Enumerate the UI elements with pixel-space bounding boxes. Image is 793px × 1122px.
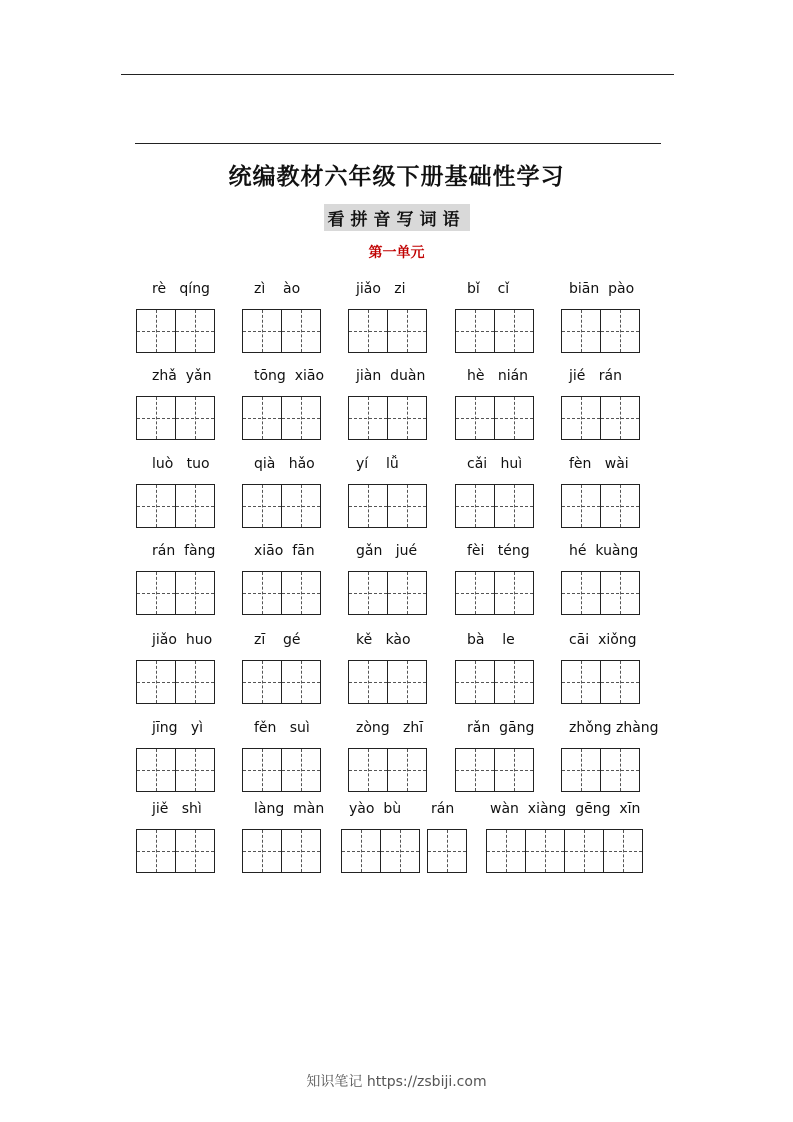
writing-grid[interactable]	[136, 396, 215, 440]
tianzige-cell[interactable]	[494, 660, 534, 704]
writing-grid[interactable]	[136, 748, 215, 792]
tianzige-cell[interactable]	[136, 829, 176, 873]
tianzige-cell[interactable]	[175, 748, 215, 792]
pinyin-prompt: xiāo fān	[254, 543, 315, 559]
writing-grid[interactable]	[348, 571, 427, 615]
writing-grid[interactable]	[242, 571, 321, 615]
tianzige-cell[interactable]	[455, 484, 495, 528]
pinyin-prompt: zhǎ yǎn	[152, 368, 212, 384]
writing-grid[interactable]	[242, 829, 321, 873]
tianzige-cell[interactable]	[136, 748, 176, 792]
tianzige-cell[interactable]	[380, 829, 420, 873]
tianzige-cell[interactable]	[564, 829, 604, 873]
pinyin-prompt: hè nián	[467, 368, 529, 384]
footer-watermark: 知识笔记 https://zsbiji.com	[306, 1074, 487, 1090]
writing-grid[interactable]	[242, 660, 321, 704]
tianzige-cell[interactable]	[486, 829, 526, 873]
pinyin-prompt: làng màn	[254, 801, 325, 817]
tianzige-cell[interactable]	[561, 396, 601, 440]
pinyin-prompt: rán fàng	[152, 543, 216, 559]
tianzige-cell[interactable]	[494, 484, 534, 528]
tianzige-cell[interactable]	[242, 829, 282, 873]
pinyin-prompt: fěn suì	[254, 720, 310, 736]
writing-grid[interactable]	[455, 748, 534, 792]
tianzige-cell[interactable]	[175, 660, 215, 704]
pinyin-prompt: jīng yì	[152, 720, 204, 736]
tianzige-cell[interactable]	[242, 571, 282, 615]
tianzige-cell[interactable]	[455, 396, 495, 440]
writing-grid[interactable]	[455, 484, 534, 528]
tianzige-cell[interactable]	[175, 571, 215, 615]
writing-grid[interactable]	[455, 660, 534, 704]
tianzige-cell[interactable]	[387, 571, 427, 615]
pinyin-prompt: yào bù	[349, 801, 402, 817]
tianzige-cell[interactable]	[281, 571, 321, 615]
writing-grid[interactable]	[561, 571, 640, 615]
writing-grid[interactable]	[427, 829, 467, 873]
tianzige-cell[interactable]	[281, 484, 321, 528]
pinyin-prompt: zhǒng zhàng	[569, 720, 659, 736]
tianzige-cell[interactable]	[348, 484, 388, 528]
tianzige-cell[interactable]	[387, 309, 427, 353]
pinyin-prompt: rǎn gāng	[467, 720, 535, 736]
tianzige-cell[interactable]	[242, 748, 282, 792]
writing-grid[interactable]	[136, 660, 215, 704]
tianzige-cell[interactable]	[281, 748, 321, 792]
tianzige-cell[interactable]	[600, 309, 640, 353]
writing-grid[interactable]	[136, 484, 215, 528]
tianzige-cell[interactable]	[603, 829, 643, 873]
writing-grid[interactable]	[136, 309, 215, 353]
writing-grid[interactable]	[242, 484, 321, 528]
pinyin-prompt: wàn xiàng gēng xīn	[490, 801, 641, 817]
writing-grid[interactable]	[242, 396, 321, 440]
subtitle-wrapper	[0, 204, 793, 231]
tianzige-cell[interactable]	[281, 660, 321, 704]
tianzige-cell[interactable]	[455, 748, 495, 792]
writing-grid[interactable]	[561, 396, 640, 440]
writing-grid[interactable]	[561, 660, 640, 704]
pinyin-prompt: cāi xiǒng	[569, 632, 637, 648]
writing-grid[interactable]	[341, 829, 420, 873]
tianzige-cell[interactable]	[242, 484, 282, 528]
tianzige-cell[interactable]	[281, 396, 321, 440]
tianzige-cell[interactable]	[494, 309, 534, 353]
tianzige-cell[interactable]	[281, 829, 321, 873]
pinyin-prompt: zī gé	[254, 632, 301, 648]
tianzige-cell[interactable]	[387, 748, 427, 792]
tianzige-cell[interactable]	[136, 309, 176, 353]
writing-grid[interactable]	[455, 396, 534, 440]
tianzige-cell[interactable]	[600, 484, 640, 528]
tianzige-cell[interactable]	[341, 829, 381, 873]
tianzige-cell[interactable]	[561, 484, 601, 528]
tianzige-cell[interactable]	[242, 660, 282, 704]
tianzige-cell[interactable]	[175, 396, 215, 440]
writing-grid[interactable]	[348, 748, 427, 792]
tianzige-cell[interactable]	[348, 660, 388, 704]
tianzige-cell[interactable]	[561, 309, 601, 353]
tianzige-cell[interactable]	[175, 309, 215, 353]
tianzige-cell[interactable]	[387, 484, 427, 528]
pinyin-prompt: luò tuo	[152, 456, 210, 472]
writing-grid[interactable]	[561, 309, 640, 353]
pinyin-prompt: yí lǚ	[356, 456, 399, 472]
writing-grid[interactable]	[561, 748, 640, 792]
tianzige-cell[interactable]	[175, 484, 215, 528]
tianzige-cell[interactable]	[136, 484, 176, 528]
tianzige-cell[interactable]	[600, 571, 640, 615]
writing-grid[interactable]	[242, 309, 321, 353]
header-rule	[121, 74, 674, 75]
writing-grid[interactable]	[486, 829, 643, 873]
tianzige-cell[interactable]	[348, 396, 388, 440]
tianzige-cell[interactable]	[494, 748, 534, 792]
pinyin-prompt: fèi téng	[467, 543, 530, 559]
pinyin-prompt: bǐ cǐ	[467, 281, 510, 297]
pinyin-prompt: jiǎo zi	[356, 281, 406, 297]
page-title: 统编教材六年级下册基础性学习	[228, 164, 565, 190]
title-rule	[135, 143, 661, 144]
tianzige-cell[interactable]	[455, 571, 495, 615]
writing-grid[interactable]	[348, 660, 427, 704]
writing-grid[interactable]	[136, 829, 215, 873]
pinyin-prompt: rè qíng	[152, 281, 210, 297]
tianzige-cell[interactable]	[136, 571, 176, 615]
pinyin-prompt: biān pào	[569, 281, 635, 297]
tianzige-cell[interactable]	[427, 829, 467, 873]
tianzige-cell[interactable]	[561, 571, 601, 615]
tianzige-cell[interactable]	[387, 660, 427, 704]
tianzige-cell[interactable]	[387, 396, 427, 440]
tianzige-cell[interactable]	[494, 571, 534, 615]
writing-grid[interactable]	[455, 309, 534, 353]
pinyin-prompt: jiàn duàn	[356, 368, 426, 384]
pinyin-prompt: cǎi huì	[467, 456, 523, 472]
unit-heading: 第一单元	[368, 245, 425, 261]
tianzige-cell[interactable]	[136, 660, 176, 704]
writing-grid[interactable]	[348, 309, 427, 353]
tianzige-cell[interactable]	[525, 829, 565, 873]
tianzige-cell[interactable]	[175, 829, 215, 873]
pinyin-prompt: qià hǎo	[254, 456, 315, 472]
writing-grid[interactable]	[348, 484, 427, 528]
pinyin-prompt: fèn wài	[569, 456, 629, 472]
tianzige-cell[interactable]	[561, 748, 601, 792]
writing-grid[interactable]	[242, 748, 321, 792]
tianzige-cell[interactable]	[600, 396, 640, 440]
pinyin-prompt: gǎn jué	[356, 543, 418, 559]
writing-grid[interactable]	[455, 571, 534, 615]
tianzige-cell[interactable]	[136, 396, 176, 440]
tianzige-cell[interactable]	[455, 309, 495, 353]
tianzige-cell[interactable]	[348, 571, 388, 615]
pinyin-prompt: hé kuàng	[569, 543, 639, 559]
pinyin-prompt: rán	[431, 801, 455, 817]
tianzige-cell[interactable]	[494, 396, 534, 440]
writing-grid[interactable]	[561, 484, 640, 528]
tianzige-cell[interactable]	[281, 309, 321, 353]
writing-grid[interactable]	[136, 571, 215, 615]
writing-grid[interactable]	[348, 396, 427, 440]
section-subtitle: 看拼音写词语	[324, 204, 470, 231]
tianzige-cell[interactable]	[561, 660, 601, 704]
tianzige-cell[interactable]	[348, 748, 388, 792]
tianzige-cell[interactable]	[600, 748, 640, 792]
tianzige-cell[interactable]	[242, 309, 282, 353]
tianzige-cell[interactable]	[242, 396, 282, 440]
pinyin-prompt: tōng xiāo	[254, 368, 325, 384]
tianzige-cell[interactable]	[455, 660, 495, 704]
pinyin-prompt: jiě shì	[152, 801, 202, 817]
pinyin-prompt: zòng zhī	[356, 720, 424, 736]
tianzige-cell[interactable]	[348, 309, 388, 353]
tianzige-cell[interactable]	[600, 660, 640, 704]
pinyin-prompt: kě kào	[356, 632, 411, 648]
pinyin-prompt: bà le	[467, 632, 515, 648]
pinyin-prompt: jiǎo huo	[152, 632, 213, 648]
pinyin-prompt: zì ào	[254, 281, 301, 297]
pinyin-prompt: jié rán	[569, 368, 622, 384]
